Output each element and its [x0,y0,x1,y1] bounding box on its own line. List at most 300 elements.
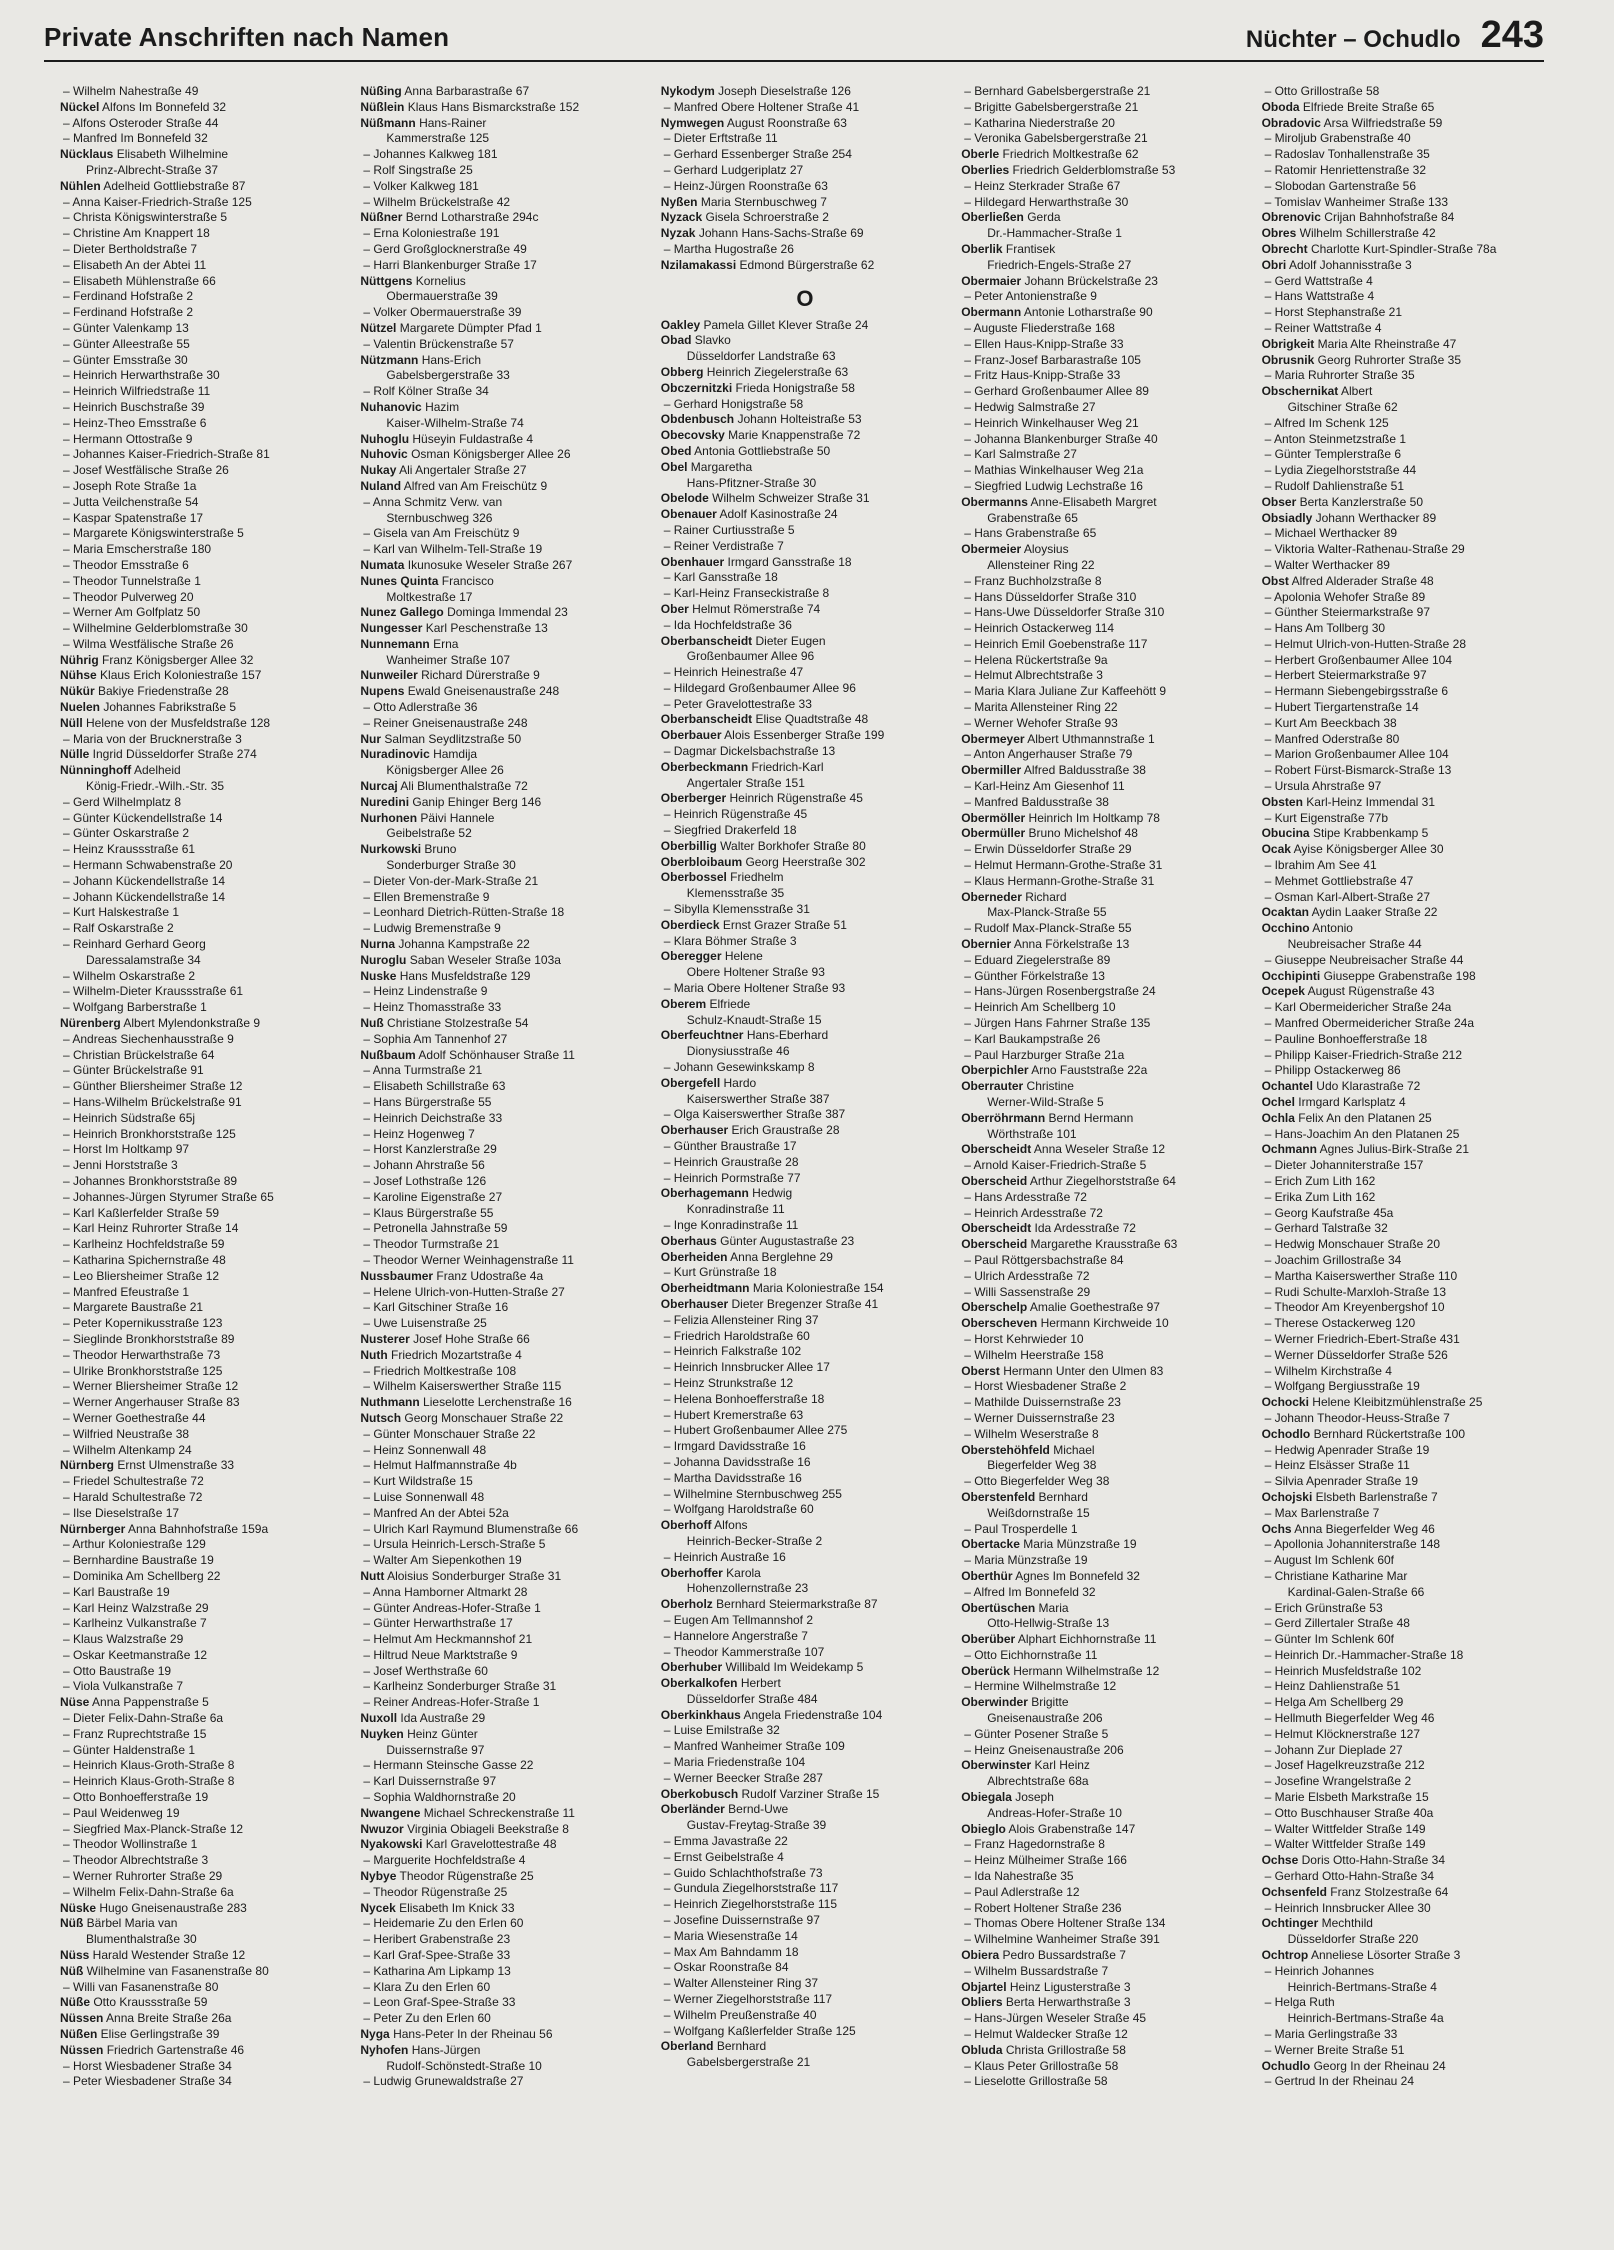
surname-entry: Nurkowski Bruno [360,842,457,857]
entry-continuation: Dionysiusstraße 46 [686,1044,790,1059]
directory-entry: – Manfred Oderstraße 80 [1264,731,1400,746]
directory-entry: – Kurt Eigenstraße 77b [1264,810,1388,825]
entry-continuation: Prinz-Albrecht-Straße 37 [86,162,219,177]
directory-entry: – Theodor Am Kreyenbergshof 10 [1264,1300,1445,1315]
directory-entry: – Dieter Bertholdstraße 7 [63,241,198,256]
directory-entry: – Elisabeth Mühlenstraße 66 [63,273,216,288]
directory-entry: – Werner Duissernstraße 23 [964,1410,1115,1425]
surname: Oberpichler [961,1063,1029,1078]
surname-entry: Ochtinger Mechthild [1261,1916,1373,1931]
surname-entry: Oberneder Richard [961,889,1067,904]
surname-entry: Nücklaus Elisabeth Wilhelmine [60,147,229,162]
surname-entry: Nukay Ali Angertaler Straße 27 [360,463,527,478]
surname: Oberbillig [660,838,717,853]
directory-entry: – Ralf Oskarstraße 2 [63,921,174,936]
surname: Obermanns [961,494,1028,509]
directory-entry: – Horst Kanzlerstraße 29 [363,1142,497,1157]
surname-entry: Obermeyer Albert Uthmannstraße 1 [961,731,1155,746]
surname-entry: Obczernitzki Frieda Honigstraße 58 [660,380,855,395]
directory-entry: – Heinrich Ardesstraße 72 [964,1205,1103,1220]
directory-entry: – Josef Werthstraße 60 [363,1663,488,1678]
directory-entry: – Elisabeth An der Abtei 11 [63,257,207,272]
surname-entry: Obergefell Hardo [660,1075,757,1090]
directory-entry: – Tomislav Wanheimer Straße 133 [1264,194,1449,209]
directory-entry: – Wolfgang Haroldstraße 60 [663,1502,814,1517]
directory-entry: – Helmut Klöcknerstraße 127 [1264,1726,1420,1741]
surname: Obed [660,443,692,458]
directory-entry: – Gerhard Talstraße 32 [1264,1221,1388,1236]
entry-continuation: Biegerfelder Weg 38 [987,1458,1097,1473]
directory-entry: – Brigitte Gabelsbergerstraße 21 [964,99,1139,114]
directory-entry: – Paul Röttgersbachstraße 84 [964,1252,1124,1267]
surname-entry: Nyakowski Karl Gravelottestraße 48 [360,1837,557,1852]
directory-entry: – Helmut Hermann-Grothe-Straße 31 [964,858,1163,873]
surname-entry: Nuß Christiane Stolzestraße 54 [360,1016,529,1031]
surname-entry: Nyga Hans-Peter In der Rheinau 56 [360,2027,553,2042]
entry-continuation: Gitschiner Straße 62 [1287,399,1398,414]
directory-entry: – Horst Wiesbadener Straße 2 [964,1379,1127,1394]
directory-entry: – Kurt Halskestraße 1 [63,905,180,920]
surname: Ochudlo [1261,2058,1311,2073]
directory-entry: – Heribert Grabenstraße 23 [363,1932,511,1947]
surname: Obberg [660,364,704,379]
directory-entry: – Marita Allensteiner Ring 22 [964,700,1118,715]
directory-entry: – Kaspar Spatenstraße 17 [63,510,204,525]
directory-entry: – Heinrich Heinestraße 47 [663,665,804,680]
directory-entry: – Philipp Ostackerweg 86 [1264,1063,1401,1078]
surname-entry: Nycek Elisabeth Im Knick 33 [360,1900,515,1915]
surname: Nüßmann [360,115,416,130]
surname-entry: Oberkobusch Rudolf Varziner Straße 15 [660,1786,880,1801]
directory-entry: – Heinrich Ostackerweg 114 [964,621,1115,636]
surname: Oberbanscheidt [660,633,753,648]
directory-entry: – Ludwig Bremenstraße 9 [363,921,501,936]
surname: Nukay [360,463,397,478]
surname: Obertüschen [961,1600,1036,1615]
surname: Obczernitzki [660,380,733,395]
directory-entry: – Siegfried Drakerfeld 18 [663,823,797,838]
directory-entry: – Hans Bürgerstraße 55 [363,1095,492,1109]
surname-entry: Ochtrop Anneliese Lösorter Straße 3 [1261,1948,1461,1963]
directory-entry: – Margarete Königswinterstraße 5 [63,526,244,541]
directory-entry: – Heinz Kraussstraße 61 [63,842,196,857]
surname: Nyhofen [360,2042,409,2057]
surname-entry: Nüssen Anna Breite Straße 26a [60,2011,232,2026]
directory-entry: – Günter Im Schlenk 60f [1264,1632,1394,1647]
entry-continuation: Allensteiner Ring 22 [987,557,1095,572]
directory-entry: – Maria Wiesenstraße 14 [663,1928,798,1943]
directory-entry: – Oskar Keetmanstraße 12 [63,1647,208,1662]
directory-entry: – Rudi Schulte-Marxloh-Straße 13 [1264,1284,1447,1299]
surname: Nutsch [360,1410,402,1425]
directory-entry: – Johann Zur Dieplade 27 [1264,1742,1403,1757]
surname-entry: Nüse Anna Pappenstraße 5 [60,1695,209,1710]
surname: Nüssen [60,2042,104,2057]
directory-entry: – Luise Emilstraße 32 [663,1723,780,1738]
entry-continuation: Daressalamstraße 34 [86,952,201,967]
surname-entry: Nüßner Bernd Lotharstraße 294c [360,210,539,225]
surname-entry: Nüß Bärbel Maria van [60,1916,178,1931]
directory-entry: – Günter Kückendellstraße 14 [63,810,223,825]
directory-entry: – Max Barlenstraße 7 [1264,1505,1380,1520]
directory-columns [60,84,1550,2234]
surname: Oberscheidt [961,1142,1032,1157]
directory-entry: – Helmut Albrechtstraße 3 [964,668,1103,683]
surname-entry: Nungesser Karl Peschenstraße 13 [360,621,548,636]
directory-entry: – Ratomir Henriettenstraße 32 [1264,162,1426,177]
directory-entry: – Hans-Uwe Düsseldorfer Straße 310 [964,605,1165,620]
directory-entry: – Heinrich Am Schellberg 10 [964,1000,1116,1015]
directory-entry: – Heinz-Jürgen Roonstraße 63 [663,178,828,193]
surname-entry: Nuradinovic Hamdija [360,747,478,762]
directory-entry: – Hans-Jürgen Rosenbergstraße 24 [964,984,1156,999]
surname-entry: Oberpichler Arno Fauststraße 22a [961,1063,1148,1078]
directory-entry: – Johanna Davidsstraße 16 [663,1454,811,1469]
surname-entry: Oberheidtmann Maria Koloniestraße 154 [660,1281,884,1296]
entry-continuation: Weißdornstraße 15 [987,1505,1090,1520]
directory-entry: – Therese Ostackerweg 120 [1264,1316,1416,1331]
directory-entry: – Mehmet Gottliebstraße 47 [1264,873,1414,888]
surname: Nühlen [60,178,101,193]
directory-entry: – Anton Angerhauser Straße 79 [964,747,1133,762]
directory-entry: – Heinrich Bronkhorststraße 125 [63,1126,236,1141]
surname: Oberberger [660,791,727,806]
surname: Obad [660,333,692,348]
surname: Obenhauer [660,554,725,569]
directory-entry: – Anna Turmstraße 21 [363,1063,483,1078]
directory-entry: – Josefine Wrangelstraße 2 [1264,1774,1412,1789]
surname-entry: Oberbauer Alois Essenberger Straße 199 [660,728,885,743]
surname-entry: Obser Berta Kanzlerstraße 50 [1261,494,1424,509]
directory-entry: – Jürgen Hans Fahrner Straße 135 [964,1016,1151,1031]
surname-entry: Oberdieck Ernst Grazer Straße 51 [660,917,847,932]
directory-entry: – Eduard Ziegelerstraße 89 [964,952,1111,967]
surname-entry: Obenhauer Irmgard Gansstraße 18 [660,554,852,569]
directory-entry: – Günter Monschauer Straße 22 [363,1426,536,1441]
entry-continuation: Sternbuschweg 326 [386,510,493,525]
surname-entry: Oberhauser Dieter Bregenzer Straße 41 [660,1296,879,1311]
surname: Nükür [60,684,95,699]
surname: Nupens [360,684,405,699]
surname-entry: Oberberger Heinrich Rügenstraße 45 [660,791,863,806]
surname: Ochodlo [1261,1426,1311,1441]
surname: Nührig [60,652,99,667]
surname: Nützmann [360,352,419,367]
surname-entry: Nußbaum Adolf Schönhauser Straße 11 [360,1047,575,1062]
surname: Obrecht [1261,241,1308,256]
directory-entry: – Gerd Zillertaler Straße 48 [1264,1616,1410,1631]
directory-entry: – Helmut Halfmannstraße 4b [363,1458,517,1473]
directory-entry: – Apollonia Johanniterstraße 148 [1264,1537,1441,1552]
surname-entry: Ochudlo Georg In der Rheinau 24 [1261,2058,1446,2073]
entry-continuation: Max-Planck-Straße 55 [987,905,1107,920]
surname-entry: Nührig Franz Königsberger Allee 32 [60,652,254,667]
directory-entry: – Theodor Rügenstraße 25 [363,1884,508,1899]
surname: Obermöller [961,810,1026,825]
surname: Nuradinovic [360,747,430,762]
entry-continuation: Heinrich-Bertmans-Straße 4 [1287,1979,1437,1994]
surname-entry: Nuredini Ganip Ehinger Berg 146 [360,794,542,809]
directory-entry: – Christa Königswinterstraße 5 [63,210,228,225]
surname-entry: Nyzack Gisela Schroerstraße 2 [660,210,829,225]
surname: Obenauer [660,507,717,522]
surname-entry: Oberrauter Christine [961,1079,1074,1094]
directory-entry: – Wilhelm Oskarstraße 2 [63,968,196,983]
directory-entry: – Ibrahim Am See 41 [1264,858,1377,873]
surname: Nünninghoff [60,763,132,778]
directory-entry: – Felizia Allensteiner Ring 37 [663,1312,819,1327]
directory-entry: – Erika Zum Lith 162 [1264,1189,1376,1204]
directory-entry: – Bernhardine Baustraße 19 [63,1553,214,1568]
surname: Ochsenfeld [1261,1884,1327,1899]
surname-entry: Oberhauser Erich Graustraße 28 [660,1123,840,1138]
running-title: Private Anschriften nach Namen [44,22,450,52]
directory-entry: – Helmut Ulrich-von-Hutten-Straße 28 [1264,636,1466,651]
surname: Ochse [1261,1853,1299,1868]
entry-continuation: Duissernstraße 97 [386,1742,485,1757]
directory-entry: – Peter Kopernikusstraße 123 [63,1316,223,1331]
entry-continuation: König-Friedr.-Wilh.-Str. 35 [86,779,225,794]
directory-entry: – Heinz Sonnenwall 48 [363,1442,487,1457]
surname: Oberstenfeld [961,1489,1036,1504]
directory-entry: – Veronika Gabelsbergerstraße 21 [964,131,1148,146]
surname-entry: Nutsch Georg Monschauer Straße 22 [360,1410,564,1425]
surname: Nuß [360,1016,384,1031]
surname: Nüßen [60,2027,98,2042]
surname: Oberhaus [660,1233,717,1248]
directory-entry: – Katharina Am Lipkamp 13 [363,1963,511,1978]
surname: Nürnberger [60,1521,126,1536]
directory-entry: – Ernst Geibelstraße 4 [663,1849,784,1864]
surname: Obres [1261,226,1297,241]
surname: Oberhuber [660,1660,723,1675]
surname: Obel [660,459,688,474]
directory-entry: – Klaus Hermann-Grothe-Straße 31 [964,873,1155,888]
directory-entry: – Anna Schmitz Verw. van [363,494,503,509]
surname: Oberbanscheidt [660,712,753,727]
surname: Obermeyer [961,731,1025,746]
directory-entry: – Leon Graf-Spee-Straße 33 [363,1995,516,2010]
entry-continuation: Rudolf-Schönstedt-Straße 10 [386,2058,542,2073]
surname: Nülle [60,747,90,762]
surname: Obermann [961,305,1022,320]
surname-entry: Obri Adolf Johannisstraße 3 [1261,257,1412,272]
surname: Nüss [60,1948,90,1963]
surname: Obsiadly [1261,510,1313,525]
directory-entry: – Günter Haldenstraße 1 [63,1742,196,1757]
surname-entry: Oberlies Friedrich Gelderblomstraße 53 [961,162,1176,177]
directory-entry: – Günter Brückelstraße 91 [63,1063,204,1078]
directory-entry: – Ferdinand Hofstraße 2 [63,305,194,320]
entry-continuation: Friedrich-Engels-Straße 27 [987,257,1132,272]
directory-entry: – Petronella Jahnstraße 59 [363,1221,508,1236]
surname: Obieglo [961,1821,1006,1836]
directory-entry: – Walter Am Siepenkothen 19 [363,1553,522,1568]
surname: Obermiller [961,763,1022,778]
surname: Nüße [60,1995,90,2010]
surname-entry: Nühse Klaus Erich Koloniestraße 157 [60,668,262,683]
directory-entry: – Dieter Felix-Dahn-Straße 6a [63,1711,224,1726]
directory-entry: – Volker Obermauerstraße 39 [363,305,522,320]
directory-entry: – Paul Harzburger Straße 21a [964,1047,1125,1062]
surname-entry: Nunez Gallego Dominga Immendal 23 [360,605,568,620]
surname-entry: Obucina Stipe Krabbenkamp 5 [1261,826,1429,841]
directory-entry: – Arthur Koloniestraße 129 [63,1537,206,1552]
surname: Oberlik [961,241,1003,256]
directory-entry: – Viola Vulkanstraße 7 [63,1679,184,1694]
directory-entry: – Heinrich Klaus-Groth-Straße 8 [63,1774,235,1789]
directory-entry: – Erna Koloniestraße 191 [363,226,500,241]
surname-entry: Nwuzor Virginia Obiageli Beekstraße 8 [360,1821,569,1836]
directory-entry: – Werner Bliersheimer Straße 12 [63,1379,239,1394]
directory-entry: – Wilhelm Kaiserswerther Straße 115 [363,1379,562,1394]
directory-entry: – Werner Wehofer Straße 93 [964,715,1118,730]
surname: Nuhoglu [360,431,410,446]
directory-entry: – Heinz Dahlienstraße 51 [1264,1679,1400,1694]
directory-entry: – Siegfried Max-Planck-Straße 12 [63,1821,244,1836]
directory-entry: – Martha Davidsstraße 16 [663,1470,802,1485]
directory-entry: – Paul Trosperdelle 1 [964,1521,1078,1536]
surname-entry: Oberwinster Karl Heinz [961,1758,1090,1773]
surname-entry: Obluda Christa Grillostraße 58 [961,2042,1126,2057]
surname-entry: Nuxoll Ida Austraße 29 [360,1711,486,1726]
directory-entry: – Horst Kehrwieder 10 [964,1331,1084,1346]
surname-entry: Ocaktan Aydin Laaker Straße 22 [1261,905,1438,920]
surname: Nuyken [360,1726,404,1741]
directory-entry: – Giuseppe Neubreisacher Straße 44 [1264,952,1464,967]
surname: Numata [360,557,405,572]
surname-entry: Oberlik Frantisek [961,241,1056,256]
directory-entry: – Ellen Bremenstraße 9 [363,889,490,904]
directory-entry: – Maria Ruhrorter Straße 35 [1264,368,1415,383]
directory-entry: – Slobodan Gartenstraße 56 [1264,178,1417,193]
surname-entry: Nüttgens Kornelius [360,273,466,288]
directory-entry: – Georg Kaufstraße 45a [1264,1205,1394,1220]
surname: Oberbauer [660,728,722,743]
surname-entry: Nyzak Johann Hans-Sachs-Straße 69 [660,226,864,241]
surname-entry: Oberbanscheidt Dieter Eugen [660,633,826,648]
directory-entry: – Hans Grabenstraße 65 [964,526,1097,541]
directory-entry: – Dieter Johanniterstraße 157 [1264,1158,1424,1173]
surname: Occhipinti [1261,968,1321,983]
surname-entry: Nüß Wilhelmine van Fasanenstraße 80 [60,1963,269,1978]
directory-entry: – Otto Baustraße 19 [63,1663,172,1678]
surname: Nusterer [360,1331,410,1346]
directory-entry: – Eugen Am Tellmannshof 2 [663,1612,814,1627]
surname: Oberlies [961,162,1010,177]
surname: Nüse [60,1695,90,1710]
surname-entry: Nurna Johanna Kampstraße 22 [360,937,530,952]
directory-entry: – Herbert Steiermarkstraße 97 [1264,668,1427,683]
entry-continuation: Gabelsbergerstraße 33 [386,368,510,383]
entry-continuation: Grabenstraße 65 [987,510,1078,525]
surname-entry: Ocepek August Rügenstraße 43 [1261,984,1435,999]
surname: Oberschelp [961,1300,1028,1315]
directory-entry: – Hubert Tiergartenstraße 14 [1264,700,1419,715]
surname: Nußbaum [360,1047,416,1062]
surname: Oberwinster [961,1758,1032,1773]
directory-entry: – Gerhard Honigstraße 58 [663,396,804,411]
directory-entry: – Karl Salmstraße 27 [964,447,1077,462]
directory-entry: – Günter Andreas-Hofer-Straße 1 [363,1600,541,1615]
surname: Obser [1261,494,1297,509]
surname-entry: Obad Slavko [660,333,731,348]
entry-continuation: Kaiserswerther Straße 387 [686,1091,830,1106]
surname: Oberbossel [660,870,727,885]
surname: Nyzak [660,226,696,241]
directory-entry: – Heinrich Musfeldstraße 102 [1264,1663,1422,1678]
directory-entry: – Helene Ulrich-von-Hutten-Straße 27 [363,1284,565,1299]
surname-entry: Obiegala Joseph [961,1790,1054,1805]
surname-entry: Ochs Anna Biegerfelder Weg 46 [1261,1521,1435,1536]
directory-entry: – Günther Steiermarkstraße 97 [1264,605,1430,620]
directory-entry: – Hermann Steinsche Gasse 22 [363,1758,534,1773]
directory-entry: – Kurt Grünstraße 18 [663,1265,777,1280]
directory-entry: – Maria Emscherstraße 180 [63,542,212,557]
directory-entry: – Günter Alleestraße 55 [63,336,190,351]
entry-continuation: Schulz-Knaudt-Straße 15 [686,1012,822,1027]
surname: Nurna [360,937,396,952]
directory-entry: – Karoline Eigenstraße 27 [363,1189,503,1204]
directory-entry: – Volker Kalkweg 181 [363,178,479,193]
directory-entry: – Hermann Schwabenstraße 20 [63,858,233,873]
directory-entry: – Heinrich Deichstraße 33 [363,1110,503,1125]
entry-continuation: Otto-Hellwig-Straße 13 [987,1616,1110,1631]
directory-entry: – Guido Schlachthofstraße 73 [663,1865,823,1880]
surname: Nybye [360,1869,397,1884]
surname: Nycek [360,1900,396,1915]
directory-entry: – Günter Herwarthstraße 17 [363,1616,513,1631]
surname: Nunez Gallego [360,605,444,620]
entry-continuation: Blumenthalstraße 30 [86,1932,197,1947]
directory-entry: – Hellmuth Biegerfelder Weg 46 [1264,1711,1435,1726]
surname-entry: Ochel Irmgard Karlsplatz 4 [1261,1095,1406,1109]
entry-continuation: Heinrich-Bertmans-Straße 4a [1287,2011,1444,2026]
directory-entry: – Rolf Kölner Straße 34 [363,384,489,399]
surname: Oberhauser [660,1296,729,1311]
directory-entry: – Otto Eichhornstraße 11 [964,1647,1098,1662]
surname: Ocepek [1261,984,1305,999]
directory-entry: – Ida Nahestraße 35 [964,1869,1074,1884]
directory-entry: – Anton Steinmetzstraße 1 [1264,431,1407,446]
surname: Obecovsky [660,428,725,443]
directory-entry: – Hans Düsseldorfer Straße 310 [964,589,1137,604]
surname: Nüttgens [360,273,413,288]
directory-entry: – Werner Goethestraße 44 [63,1410,206,1425]
directory-entry: – Peter Gravelottestraße 33 [663,696,812,711]
directory-entry: – Günther Förkelstraße 13 [964,968,1105,983]
directory-entry: – Gerd Großglocknerstraße 49 [363,241,527,256]
directory-entry: – Günter Emsstraße 30 [63,352,188,367]
surname: Oboda [1261,99,1300,114]
surname-entry: Obiera Pedro Bussardstraße 7 [961,1948,1126,1963]
directory-entry: – Josefine Duissernstraße 97 [663,1913,820,1928]
directory-entry: – Paul Weidenweg 19 [63,1805,180,1820]
directory-entry: – Bernhard Gabelsbergerstraße 21 [964,84,1151,98]
directory-entry: – Karl Baukampstraße 26 [964,1031,1101,1046]
surname: Oberkinkhaus [660,1707,741,1722]
surname: Nuth [360,1347,388,1362]
directory-entry: – Josef Westfälische Straße 26 [63,463,229,478]
surname-entry: Obdenbusch Johann Holteistraße 53 [660,412,862,427]
surname-entry: Obieglo Alois Grabenstraße 147 [961,1821,1136,1836]
header-right [1246,14,1544,57]
surname: Oberscheidt [961,1221,1032,1236]
directory-entry: – Marguerite Hochfeldstraße 4 [363,1853,526,1868]
directory-entry: – Hans Wattstraße 4 [1264,289,1375,304]
surname-entry: Nuland Alfred van Am Freischütz 9 [360,478,548,493]
directory-entry: – Manfred Im Bonnefeld 32 [63,131,208,146]
